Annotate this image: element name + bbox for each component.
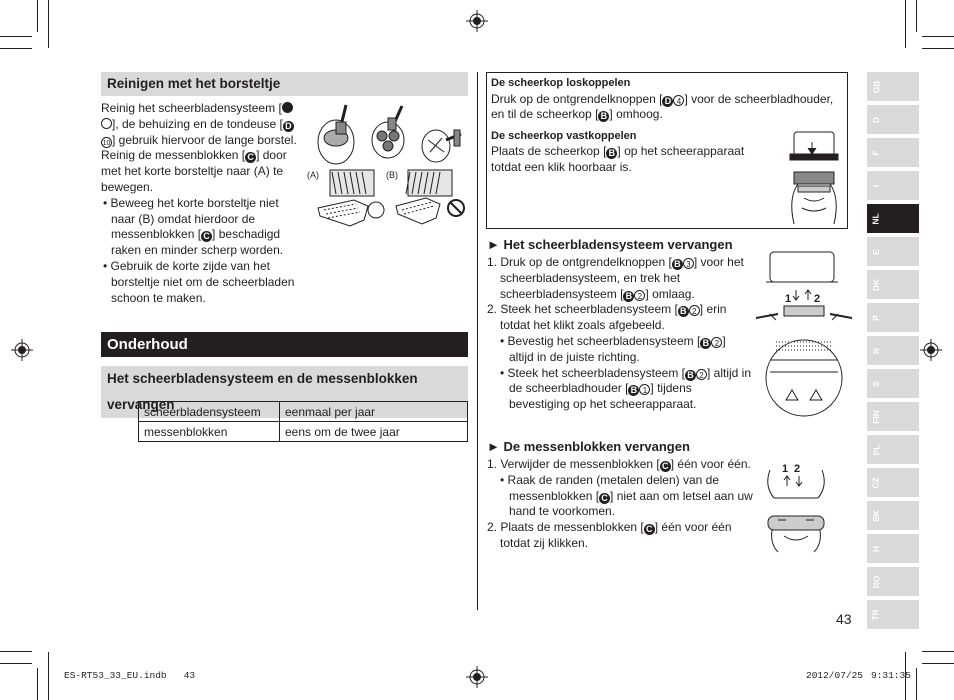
ref-number bbox=[101, 118, 112, 129]
ref-badge: B bbox=[700, 338, 711, 349]
crop-mark bbox=[0, 651, 32, 652]
box-title-attach: De scheerkop vastkoppelen bbox=[491, 129, 637, 142]
registration-mark-icon bbox=[11, 339, 33, 361]
foil-step-1: 1. Druk op de ontgrendelknoppen [ B 3 ] voor het scheerbladensysteem, en trek het scheerbladensysteem [ B 2 ] omlaag. bbox=[487, 255, 744, 301]
footer-date: 2012/07/25 bbox=[806, 670, 864, 681]
registration-mark-icon bbox=[466, 10, 488, 32]
ref-number: 3 bbox=[683, 258, 694, 269]
table-cell: eenmaal per jaar bbox=[280, 402, 468, 422]
label-b: (B) bbox=[386, 170, 398, 180]
ref-badge: B bbox=[598, 111, 609, 122]
tab-tr[interactable]: TR bbox=[867, 600, 919, 629]
brush-bullet-1: • Beweeg het korte borsteltje niet naar (B) omdat hierdoor de messenblokken [ C ] beschadigd raken en minder scherp worden. bbox=[103, 195, 284, 258]
ref-badge: B bbox=[672, 259, 683, 270]
blade-bullet-1: • Raak de randen (metalen delen) van de messenblokken [ C ] niet aan om letsel aan uw hand te voorkomen. bbox=[500, 472, 753, 519]
ref-number: 2 bbox=[696, 369, 707, 380]
foil-bullet-2: • Steek het scheerbladensysteem [ B 2 ] altijd in de scheerbladhouder [ B 1 ] tijdens bevestiging op het scheerapparaat. bbox=[500, 365, 752, 412]
shaving-foil-illustration bbox=[756, 250, 852, 420]
tab-e[interactable]: E bbox=[867, 237, 919, 266]
tab-n[interactable]: N bbox=[867, 336, 919, 365]
figure-label-1: 1 bbox=[785, 293, 792, 305]
ref-number: 2 bbox=[634, 290, 645, 301]
figure-label-2: 2 bbox=[794, 463, 801, 475]
crop-mark bbox=[0, 36, 32, 37]
tab-dk[interactable]: DK bbox=[867, 270, 919, 299]
tab-f[interactable]: F bbox=[867, 138, 919, 167]
crop-mark bbox=[0, 48, 32, 49]
table-cell: messenblokken bbox=[139, 422, 280, 442]
box-attach-text: Plaats de scheerkop [ B ] op het scheerapparaat totdat een klik hoorbaar is. bbox=[491, 144, 745, 174]
tab-gb[interactable]: GB bbox=[867, 72, 919, 101]
crop-mark bbox=[0, 663, 32, 664]
ref-badge: C bbox=[245, 152, 256, 163]
crop-mark bbox=[916, 0, 917, 32]
page-number: 43 bbox=[836, 611, 852, 627]
ref-number: 2 bbox=[711, 337, 722, 348]
footer-time: 9:31:35 bbox=[871, 670, 911, 681]
crop-mark bbox=[905, 0, 906, 48]
blade-instructions bbox=[487, 457, 757, 552]
tab-sk[interactable]: SK bbox=[867, 501, 919, 530]
crop-mark bbox=[37, 668, 38, 700]
ref-number: 2 bbox=[689, 305, 700, 316]
box-detach-text: Druk op de ontgrendelknoppen [ D 4 ] voor de scheerbladhouder, en til de scheerkop [ B ] omhoog. bbox=[491, 91, 834, 121]
brush-bullet-2: • Gebruik de korte zijde van het borsteltje niet om de scheerbladen schoon te maken. bbox=[103, 258, 295, 305]
blade-step-2: 2. Plaats de messenblokken [ C ] één voor één totdat zij klikken. bbox=[487, 520, 732, 550]
ref-badge: B bbox=[685, 370, 696, 381]
tab-ro[interactable]: RO bbox=[867, 567, 919, 596]
ref-badge: D bbox=[283, 121, 294, 132]
blade-step-1: 1. Verwijder de messenblokken [ C ] één voor één. bbox=[487, 457, 751, 471]
tab-fin[interactable]: FIN bbox=[867, 402, 919, 431]
section-title-replace: Het scheerbladensysteem en de messenblokken vervangen bbox=[101, 366, 468, 418]
ref-number: 4 bbox=[673, 95, 684, 106]
ref-number: 1 bbox=[639, 384, 650, 395]
column-divider bbox=[477, 72, 478, 610]
crop-mark bbox=[48, 652, 49, 700]
box-title-detach: De scheerkop loskoppelen bbox=[491, 77, 631, 89]
crop-mark bbox=[922, 663, 954, 664]
ref-badge: B bbox=[628, 385, 639, 396]
section-title-brush: Reinigen met het borsteltje bbox=[101, 72, 468, 96]
section-title-maintenance: Onderhoud bbox=[101, 332, 468, 357]
figure-label-2: 2 bbox=[814, 293, 821, 305]
blade-illustration bbox=[760, 456, 832, 554]
crop-mark bbox=[48, 0, 49, 48]
ref-badge bbox=[282, 102, 293, 113]
foil-bullet-1: • Bevestig het scheerbladensysteem [ B 2 ] altijd in de juiste richting. bbox=[500, 333, 726, 364]
table-row bbox=[139, 402, 468, 422]
registration-mark-icon bbox=[920, 339, 942, 361]
ref-badge: C bbox=[201, 231, 212, 242]
ref-badge: C bbox=[660, 461, 671, 472]
crop-mark bbox=[922, 36, 954, 37]
crop-mark bbox=[922, 48, 954, 49]
tab-pl[interactable]: PL bbox=[867, 435, 919, 464]
brush-paragraph-2: Reinig de messenblokken [ C ] door met het korte borsteltje naar (A) te bewegen. bbox=[101, 148, 287, 194]
ref-badge: C bbox=[644, 524, 655, 535]
registration-mark-icon bbox=[466, 666, 488, 688]
ref-badge: B bbox=[678, 306, 689, 317]
ref-badge: D bbox=[662, 96, 673, 107]
label-a: (A) bbox=[307, 170, 319, 180]
brush-instructions bbox=[101, 101, 301, 306]
shaving-foil-instructions bbox=[487, 255, 752, 413]
crop-mark bbox=[916, 668, 917, 700]
tab-p[interactable]: P bbox=[867, 303, 919, 332]
table-row bbox=[139, 422, 468, 442]
blade-title: ► De messenblokken vervangen bbox=[487, 439, 690, 454]
ref-badge: B bbox=[606, 148, 617, 159]
ref-badge: C bbox=[599, 493, 610, 504]
tab-s[interactable]: S bbox=[867, 369, 919, 398]
shaving-foil-title: ► Het scheerbladensysteem vervangen bbox=[487, 237, 733, 252]
crop-mark bbox=[37, 0, 38, 32]
brush-paragraph-1: Reinig het scheerbladensysteem [], de behuizing en de tondeuse [ D10 ] gebruik hiervoor de lange borstel. bbox=[101, 101, 297, 147]
ref-badge: B bbox=[623, 291, 634, 302]
foil-step-2: 2. Steek het scheerbladensysteem [ B 2 ] erin totdat het klikt zoals afgebeeld. bbox=[487, 302, 727, 333]
tab-h[interactable]: H bbox=[867, 534, 919, 563]
replacement-schedule-table bbox=[138, 401, 468, 442]
figure-label-1: 1 bbox=[782, 463, 789, 475]
crop-mark bbox=[922, 651, 954, 652]
tab-nl[interactable]: NL bbox=[867, 204, 919, 233]
brush-cleaning-illustration bbox=[306, 100, 468, 230]
ref-number: 10 bbox=[101, 137, 112, 148]
shaver-attach-illustration bbox=[780, 128, 846, 226]
tab-i[interactable]: I bbox=[867, 171, 919, 200]
tab-cz[interactable]: CZ bbox=[867, 468, 919, 497]
footer-file: ES-RT53_33_EU.indb 43 bbox=[64, 670, 196, 681]
tab-d[interactable]: D bbox=[867, 105, 919, 134]
table-cell: scheerbladensysteem bbox=[139, 402, 280, 422]
table-cell: eens om de twee jaar bbox=[280, 422, 468, 442]
